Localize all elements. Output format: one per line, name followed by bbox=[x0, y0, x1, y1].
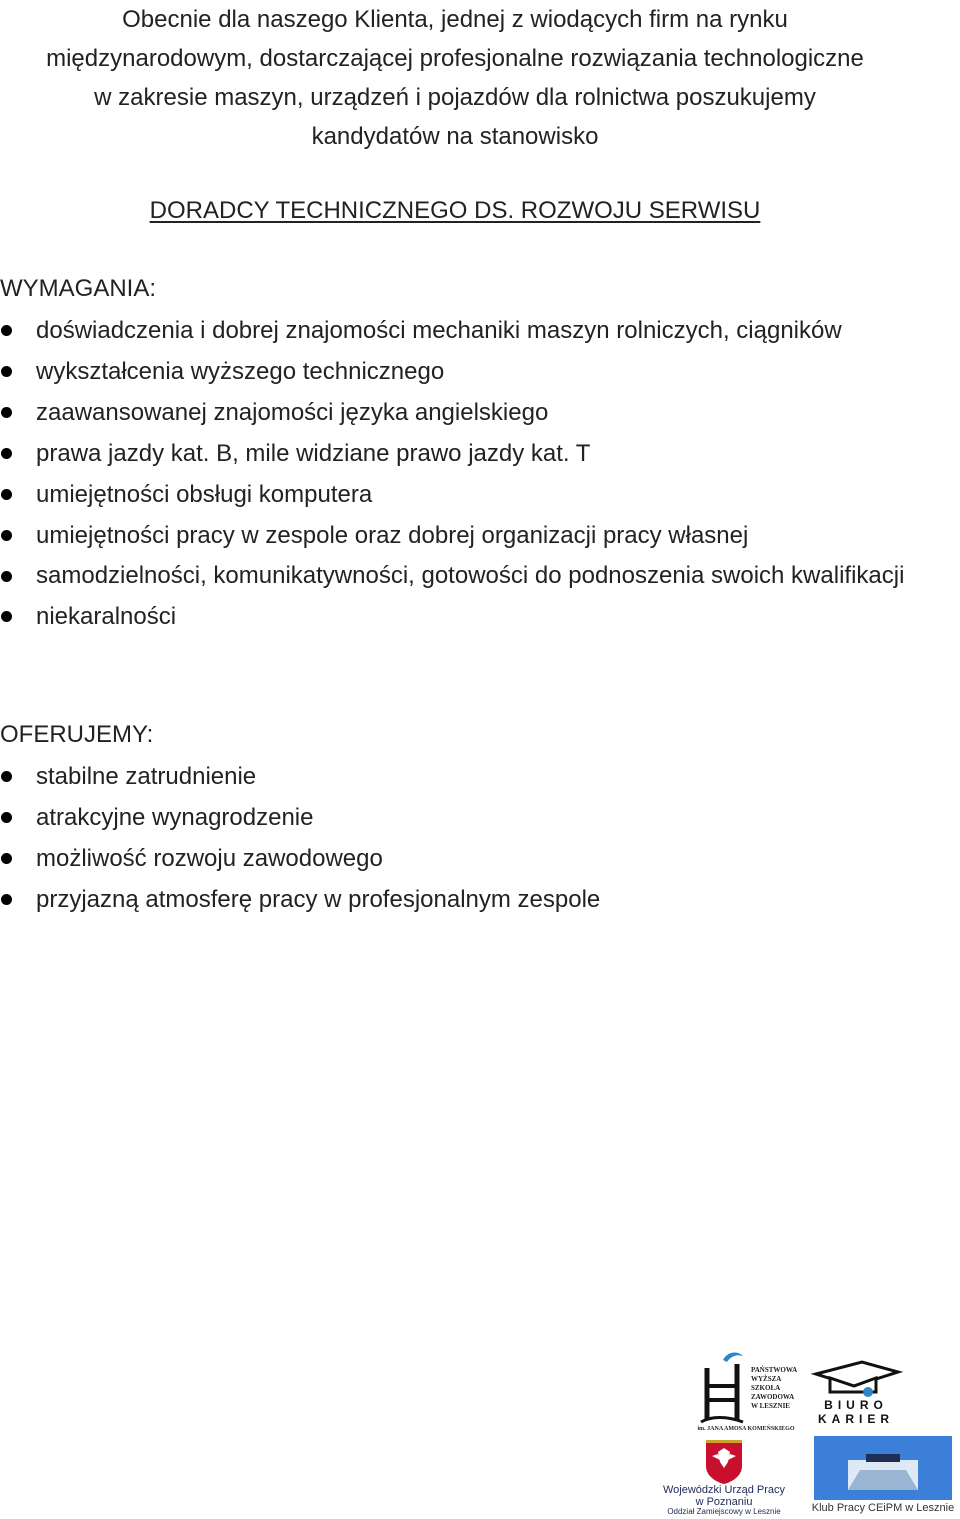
list-item: umiejętności obsługi komputera bbox=[0, 474, 910, 515]
pwsz-name: PAŃSTWOWA WYŻSZA SZKOŁA ZAWODOWA W LESZNIE bbox=[751, 1366, 798, 1410]
intro-line: międzynarodowym, dostarczającej profesjonalne rozwiązania technologiczne bbox=[46, 45, 864, 72]
wup-logo bbox=[650, 1440, 798, 1516]
requirements-heading: WYMAGANIA: bbox=[0, 275, 157, 302]
bullet-icon bbox=[1, 812, 12, 823]
list-item: stabilne zatrudnienie bbox=[0, 756, 910, 797]
list-item: atrakcyjne wynagrodzenie bbox=[0, 797, 910, 838]
graduation-cap-icon bbox=[806, 1358, 906, 1398]
bullet-icon bbox=[1, 571, 12, 582]
list-item: niekaralności bbox=[0, 596, 910, 637]
list-item: możliwość rozwoju zawodowego bbox=[0, 838, 910, 879]
karier-label: KARIER bbox=[817, 1412, 894, 1426]
pwsz-patron: im. JANA AMOSA KOMEŃSKIEGO bbox=[697, 1426, 795, 1432]
list-item: doświadczenia i dobrej znajomości mechaniki maszyn rolniczych, ciągników bbox=[0, 310, 910, 351]
wup-branch: Oddział Zamiejscowy w Lesznie bbox=[667, 1507, 781, 1516]
biuro-label: BIURO bbox=[824, 1398, 888, 1412]
coat-of-arms-icon bbox=[650, 1440, 798, 1484]
intro-line: Obecnie dla naszego Klienta, jednej z wiodących firm na rynku bbox=[122, 6, 788, 33]
biuro-karier-logo bbox=[806, 1358, 906, 1424]
intro-line: w zakresie maszyn, urządzeń i pojazdów dla rolnictwa poszukujemy bbox=[94, 84, 816, 111]
offer-heading: OFERUJEMY: bbox=[0, 721, 154, 748]
list-item: umiejętności pracy w zespole oraz dobrej organizacji pracy własnej bbox=[0, 515, 910, 556]
bullet-icon bbox=[1, 894, 12, 905]
position-title bbox=[0, 193, 910, 229]
bullet-icon bbox=[1, 853, 12, 864]
bullet-icon bbox=[1, 448, 12, 459]
list-item: zaawansowanej znajomości języka angielskiego bbox=[0, 392, 910, 433]
position-title-text: DORADCY TECHNICZNEGO DS. ROZWOJU SERWISU bbox=[149, 197, 761, 224]
bullet-icon bbox=[1, 325, 12, 336]
wup-name: Wojewódzki Urząd Pracy bbox=[662, 1484, 786, 1496]
list-item: przyjazną atmosferę pracy w profesjonalnym zespole bbox=[0, 879, 910, 920]
bullet-icon bbox=[1, 489, 12, 500]
pwsz-logo bbox=[693, 1348, 799, 1438]
intro-paragraph bbox=[0, 0, 910, 156]
requirements-list bbox=[0, 310, 910, 637]
klub-pracy-logo bbox=[808, 1436, 958, 1516]
list-item: wykształcenia wyższego technicznego bbox=[0, 351, 910, 392]
list-item: prawa jazdy kat. B, mile widziane prawo jazdy kat. T bbox=[0, 433, 910, 474]
bullet-icon bbox=[1, 407, 12, 418]
bullet-icon bbox=[1, 611, 12, 622]
list-item: samodzielności, komunikatywności, gotowości do podnoszenia swoich kwalifikacji bbox=[0, 556, 910, 596]
offer-list bbox=[0, 756, 910, 920]
bullet-icon bbox=[1, 530, 12, 541]
bullet-icon bbox=[1, 366, 12, 377]
klub-pracy-emblem-icon bbox=[808, 1436, 958, 1500]
wup-city: w Poznaniu bbox=[695, 1496, 753, 1508]
klub-pracy-caption: Klub Pracy CEiPM w Lesznie bbox=[811, 1502, 955, 1514]
bullet-icon bbox=[1, 771, 12, 782]
intro-line: kandydatów na stanowisko bbox=[311, 123, 599, 150]
